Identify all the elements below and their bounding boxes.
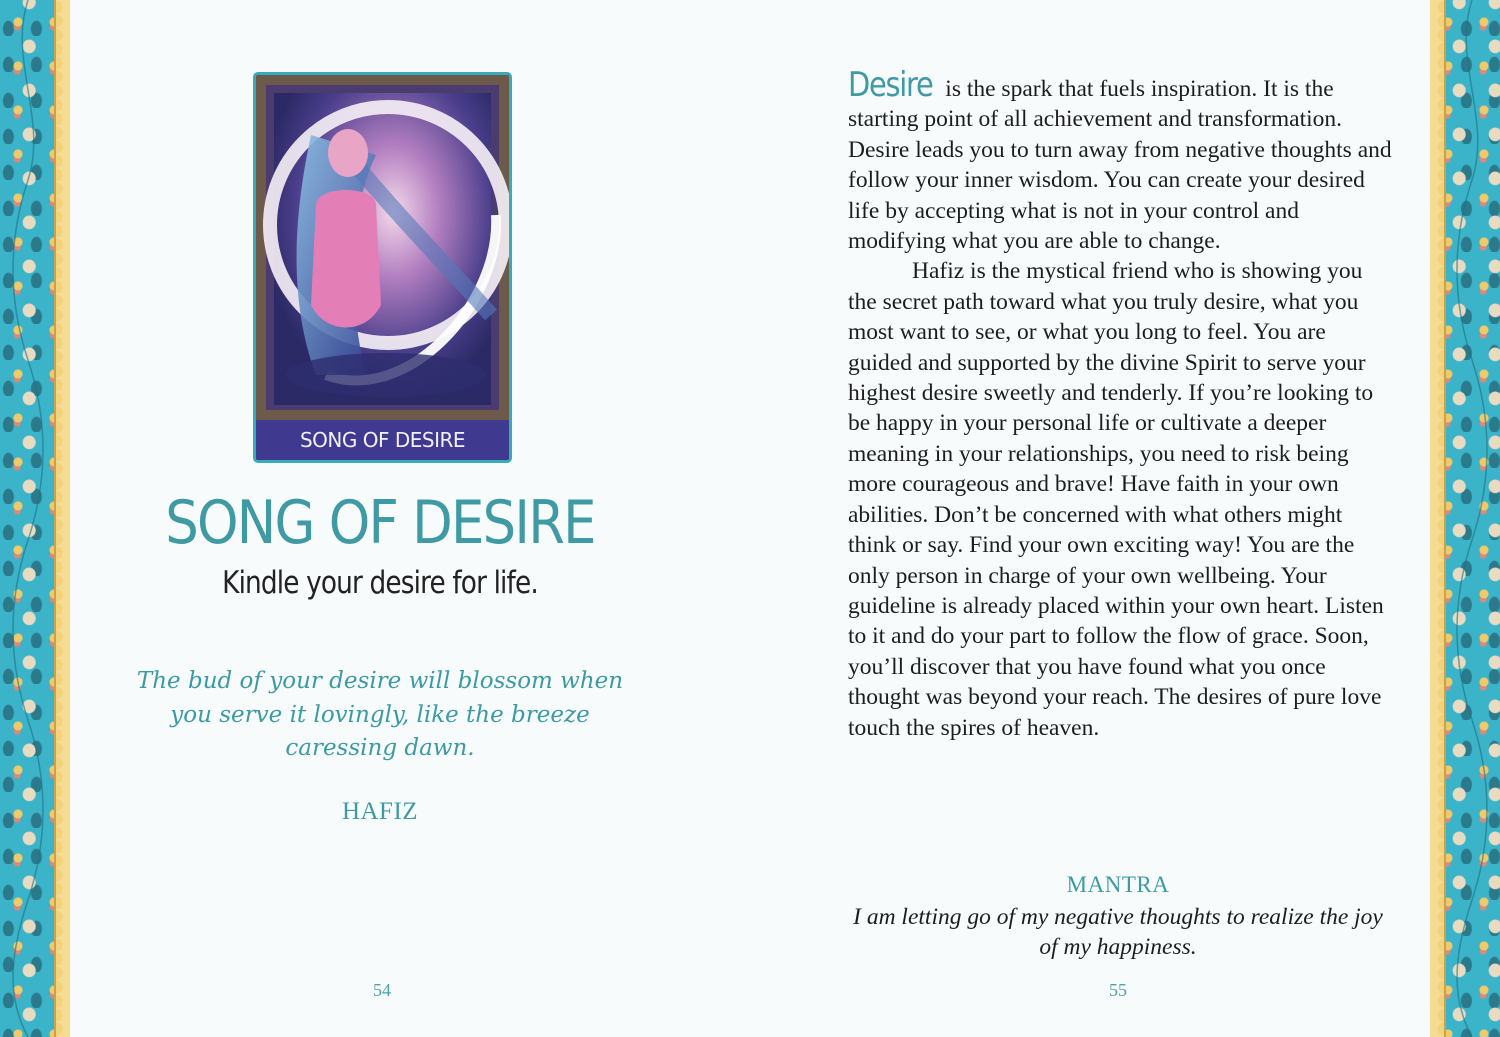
card-subtitle: Kindle your desire for life. — [222, 565, 538, 601]
drop-word: Desire — [848, 65, 933, 105]
mantra-label: MANTRA — [1066, 872, 1170, 897]
left-decorative-border — [0, 0, 70, 1037]
right-decorative-border — [1430, 0, 1500, 1037]
page-number-right: 55 — [1109, 980, 1127, 1000]
paragraph-2: Hafiz is the mystical friend who is showing you the secret path toward what you truly desire, what you most want to see, or what you long to feel. You are guided and supported by the divine Spirit to serve your highest desire sweetly and tenderly. If you’re looking to be happy in your personal life or cultivate a deeper meaning in your relationships, you need to risk being more courageous and brave! Have faith in your own abilities. Don’t be concerned with what others might think or say. Find your own exciting way! You are the only person in charge of your own wellbeing. Your guideline is already placed within your own heart. Listen to it and do your part to follow the flow of grace. Soon, you’ll discover that you have found what you once thought was beyond your reach. The desires of pure love touch the spires of heaven. — [848, 258, 1384, 741]
card-title: SONG OF DESIRE — [165, 488, 595, 558]
card-illustration — [256, 75, 509, 420]
quote-text: The bud of your desire will blossom when you serve it lovingly, like the breeze caressing dawn. — [136, 668, 624, 761]
card-banner-label: SONG OF DESIRE — [256, 420, 509, 460]
paragraph-1 — [848, 65, 1393, 256]
mantra-text: I am letting go of my negative thoughts to realize the joy of my happiness. — [853, 904, 1383, 961]
oracle-card — [253, 72, 512, 463]
page-number-left: 54 — [373, 980, 391, 1000]
quote-author: HAFIZ — [341, 798, 419, 825]
paragraph-1-text: is the spark that fuels inspiration. It is the starting point of all achievement and transformation. Desire leads you to turn away from negative thoughts and follow your inner wisdom. You can create your desired life by accepting what is not in your control and modifying what you are able to change. — [848, 76, 1392, 255]
card-description — [848, 65, 1393, 743]
